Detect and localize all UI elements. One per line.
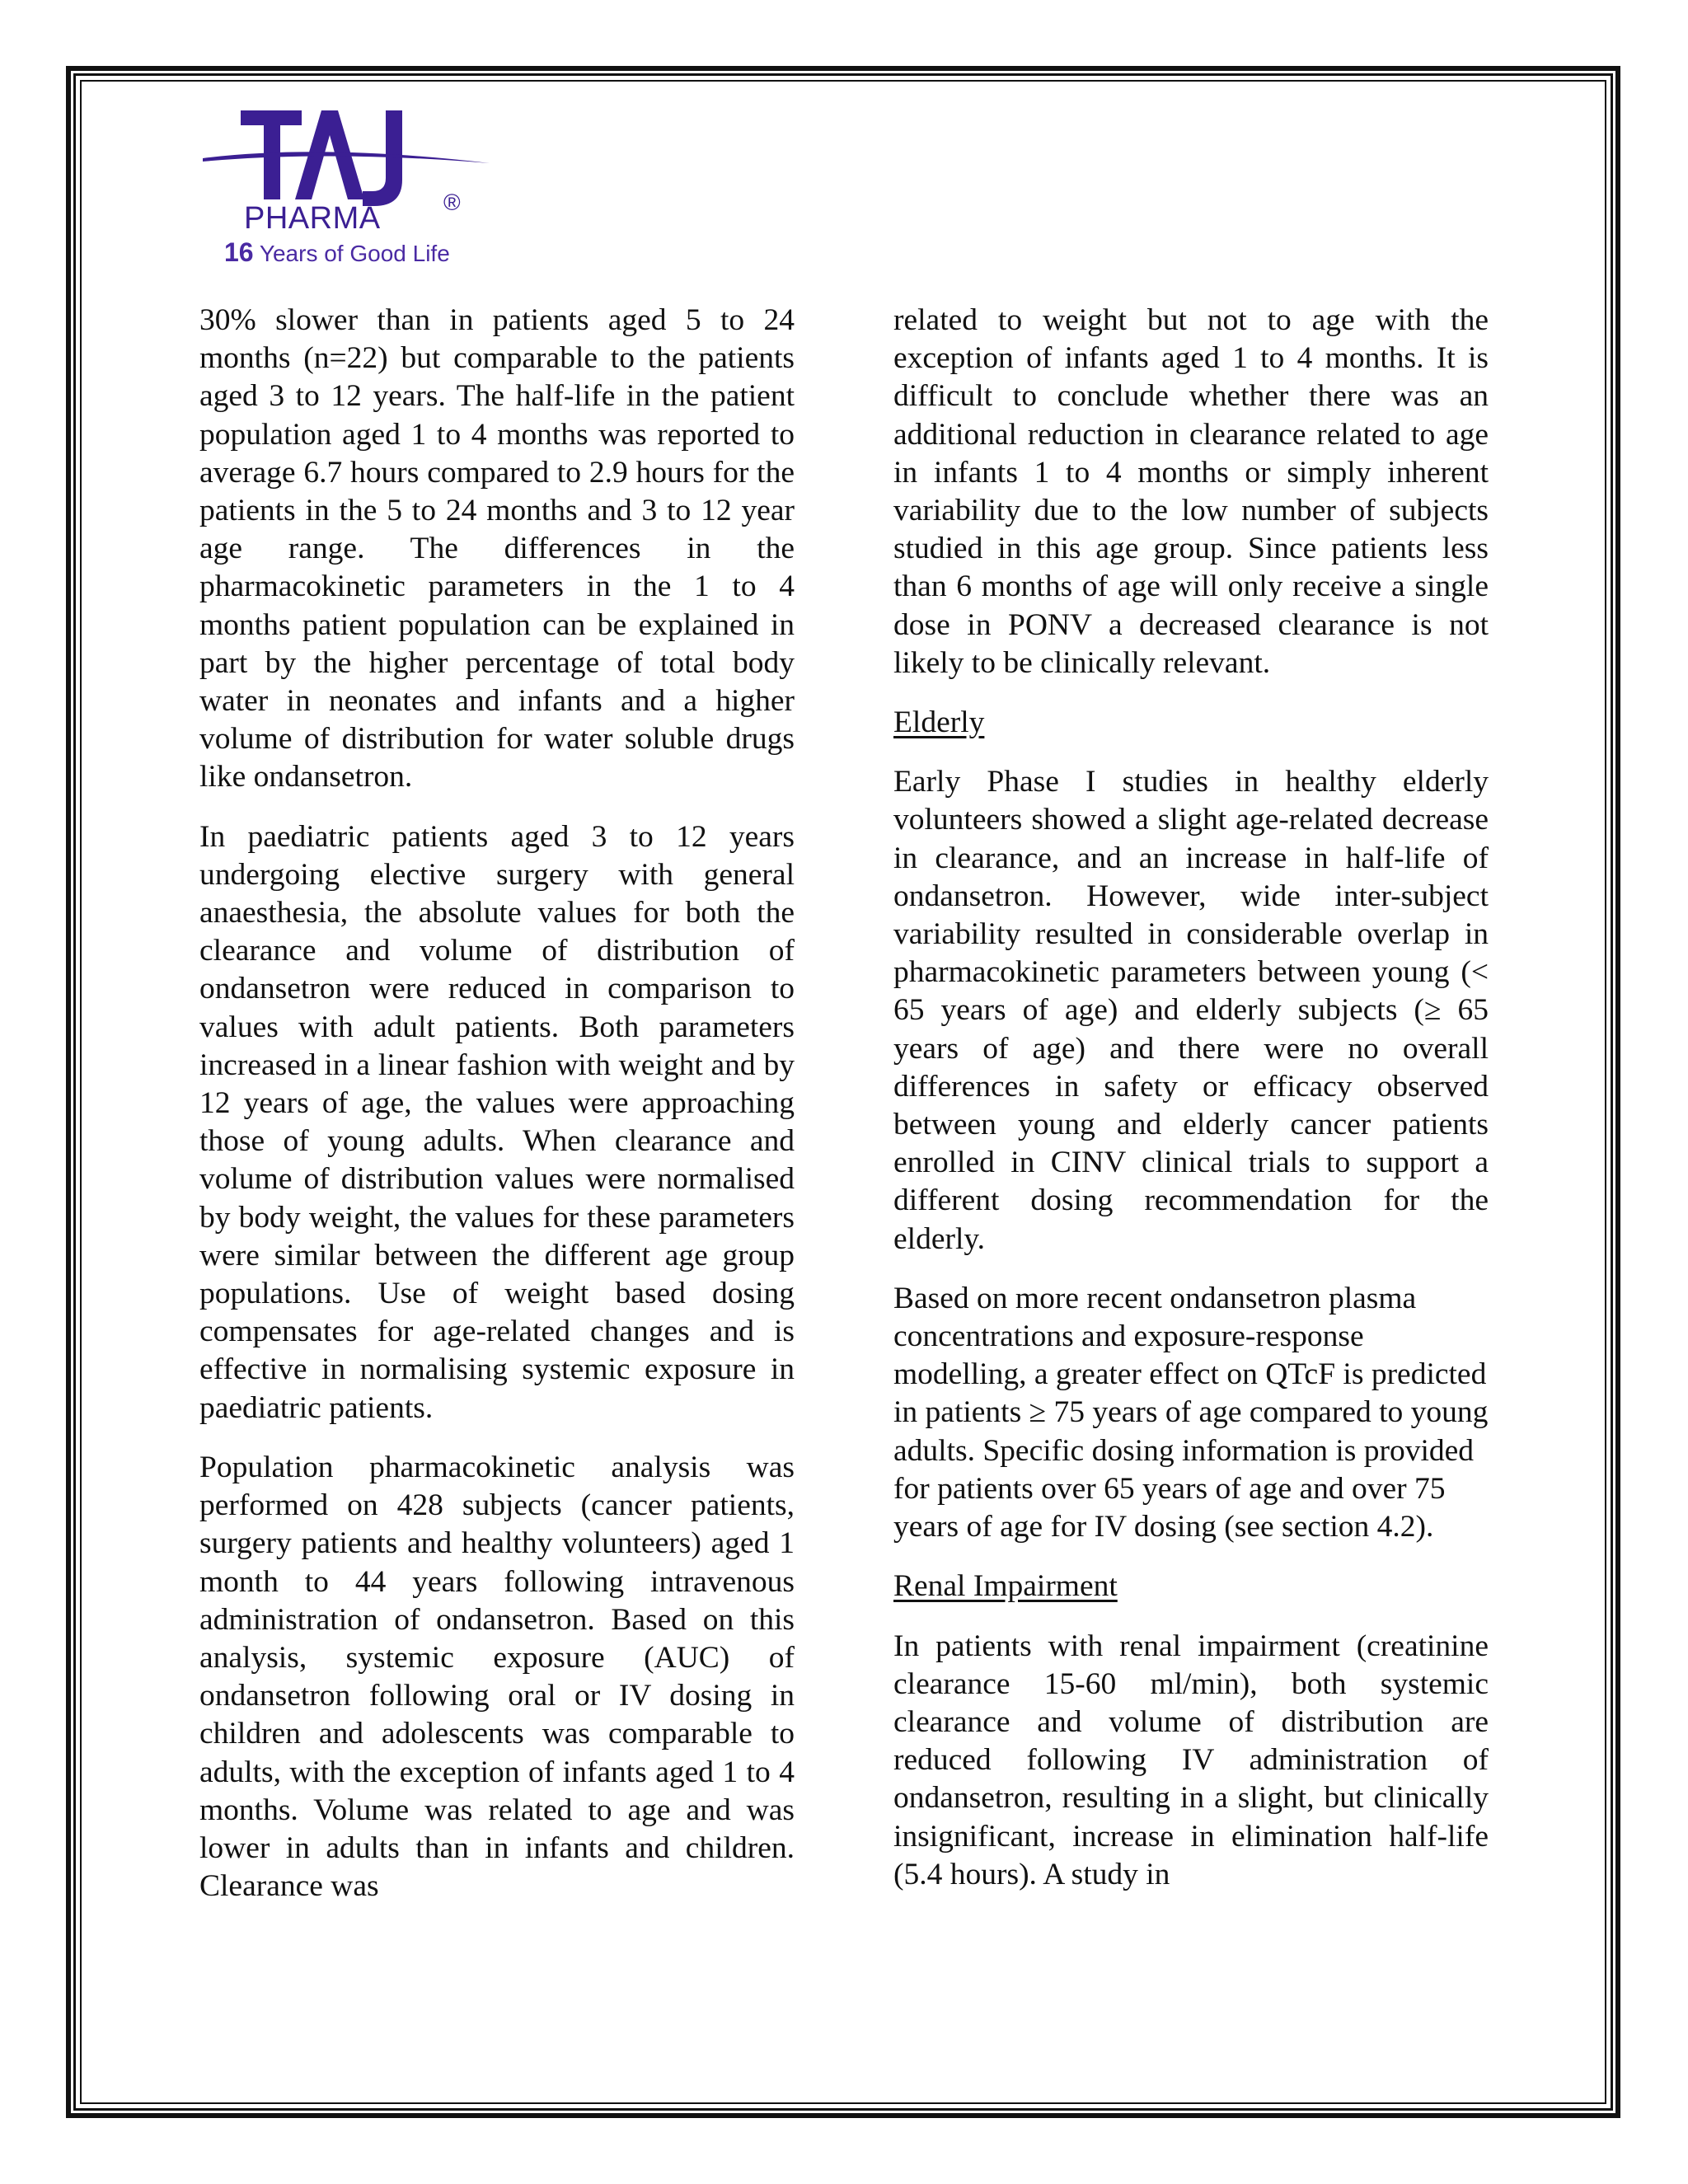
heading-renal-impairment: Renal Impairment bbox=[893, 1569, 1118, 1604]
right-paragraph-3: Based on more recent ondansetron plasma concentrations and exposure-response modelling, a greater effect on QTcF is predicted in patients ≥ 75 years of age compared to young adults. Specific dosing information is provided for patients over 65 years of age and over 75 years of age for IV dosing (see section 4.2). bbox=[893, 1281, 1489, 1544]
registered-mark: ® bbox=[443, 190, 461, 215]
left-paragraph-3: Population pharmacokinetic analysis was performed on 428 subjects (cancer patients, surgery patients and healthy volunteers) aged 1 month to 44 years following intravenous administration of ondansetron. Based on this analysis, systemic exposure (AUC) of ondansetron following oral or IV dosing in children and adolescents was comparable to adults, with the exception of infants aged 1 to 4 months. Volume was related to age and was lower in adults than in infants and children. Clearance was bbox=[199, 1450, 795, 1904]
left-paragraph-2: In paediatric patients aged 3 to 12 years undergoing elective surgery with general anaesthesia, the absolute values for both the clearance and volume of distribution of ondansetron were reduced in comparison to values with adult patients. Both parameters increased in a linear fashion with weight and by 12 years of age, the values were approaching those of young adults. When clearance and volume of distribution values were normalised by body weight, the values for these parameters were similar between the different age group populations. Use of weight based dosing compensates for age-related changes and is effective in normalising systemic exposure in paediatric patients. bbox=[199, 819, 795, 1425]
right-paragraph-2: Early Phase I studies in healthy elderly volunteers showed a slight age-related decrease in clearance, and an increase in half-life of ondansetron. However, wide inter-subject variability resulted in considerable overlap in pharmacokinetic parameters between young (< 65 years of age) and elderly subjects (≥ 65 years of age) and there were no overall differences in safety or efficacy observed between young and elderly cancer patients enrolled in CINV clinical trials to support a different dosing recommendation for the elderly. bbox=[893, 765, 1489, 1256]
left-paragraph-1: 30% slower than in patients aged 5 to 24 months (n=22) but comparable to the patients aged 3 to 12 years. The half-life in the patient population aged 1 to 4 months was reported to average 6.7 hours compared to 2.9 hours for the patients in the 5 to 24 months and 3 to 12 year age range. The differences in the pharmacokinetic parameters in the 1 to 4 months patient population can be explained in part by the higher percentage of total body water in neonates and infants and a higher volume of distribution for water soluble drugs like ondansetron. bbox=[199, 303, 795, 794]
heading-elderly: Elderly bbox=[893, 705, 985, 740]
logo-tagline bbox=[224, 237, 450, 268]
tagline-number: 16 bbox=[224, 237, 254, 267]
right-paragraph-4: In patients with renal impairment (creatinine clearance 15-60 ml/min), both systemic clearance and volume of distribution are reduced following IV administration of ondansetron, resulting in a slight, but clinically insignificant, increase in elimination half-life (5.4 hours). A study in bbox=[893, 1629, 1489, 1891]
logo-pharma-text: PHARMA bbox=[244, 201, 381, 236]
right-column bbox=[893, 302, 1489, 1915]
right-paragraph-1: related to weight but not to age with the exception of infants aged 1 to 4 months. It is difficult to conclude whether there was an additional reduction in clearance related to age in infants 1 to 4 months or simply inherent variability due to the low number of subjects studied in this age group. Since patients less than 6 months of age will only receive a single dose in PONV a decreased clearance is not likely to be clinically relevant. bbox=[893, 303, 1489, 680]
left-column bbox=[199, 302, 795, 1927]
tagline-text: Years of Good Life bbox=[259, 241, 450, 266]
taj-pharma-logo bbox=[198, 99, 511, 272]
